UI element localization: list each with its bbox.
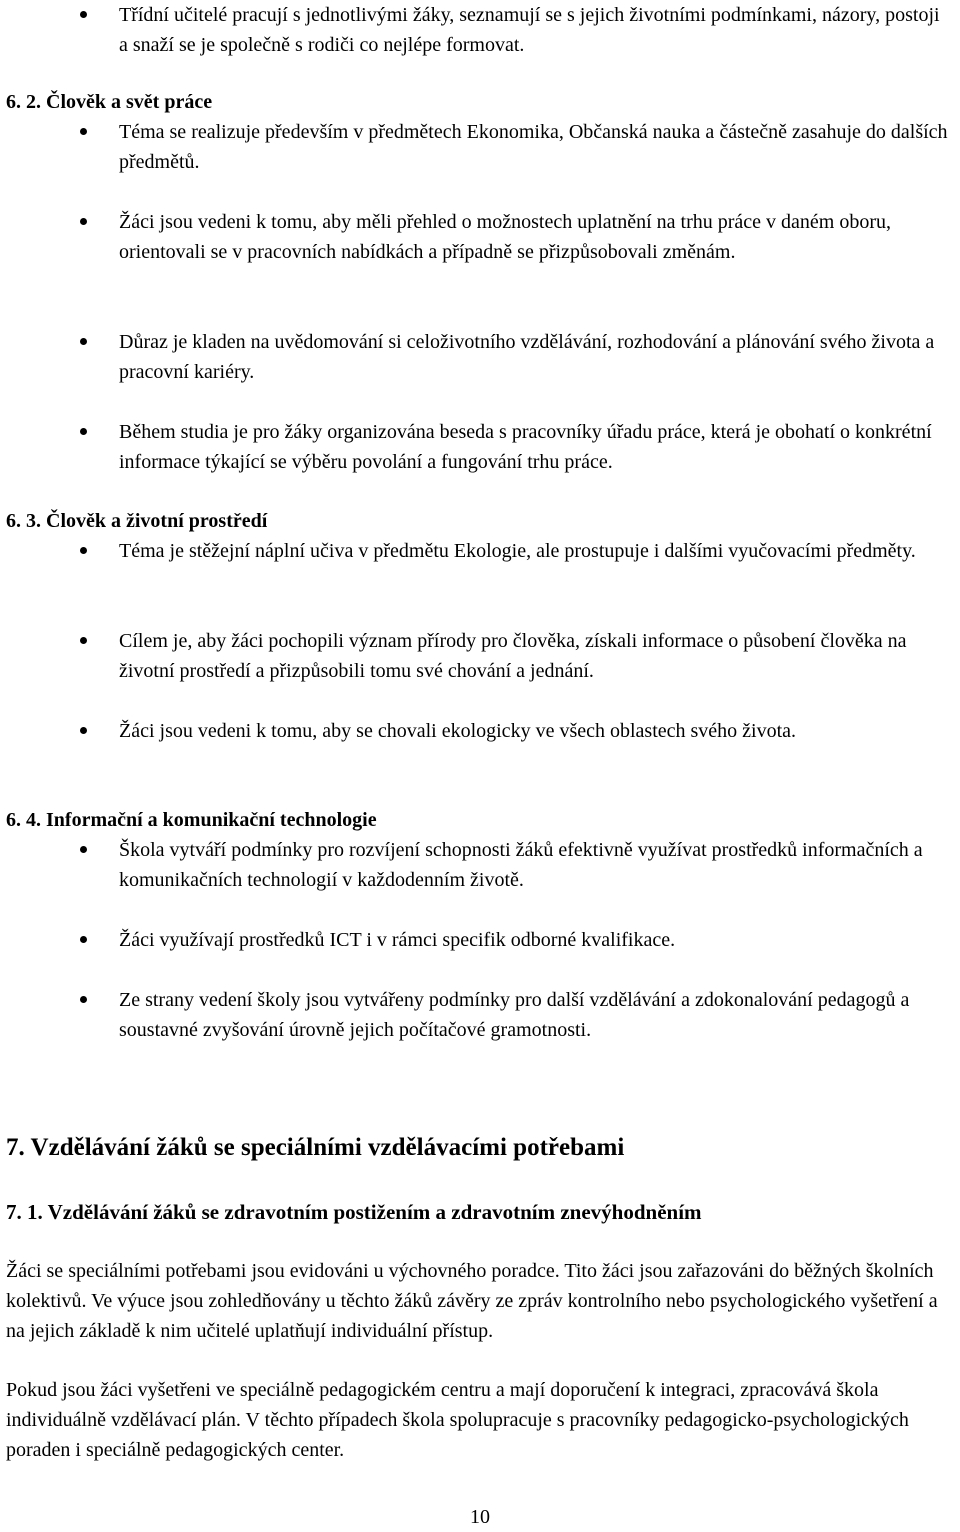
bullet-dot [80,338,87,345]
bullet-dot [80,936,87,943]
list-item: Žáci využívají prostředků ICT i v rámci specifik odborné kvalifikace. [119,929,676,951]
list-item: Cílem je, aby žáci pochopili význam přírody pro člověka, získali informace o působení člověka na životní prostředí a přizpůsobili tomu své chování a jednání. [119,630,907,682]
paragraph: Pokud jsou žáci vyšetřeni ve speciálně pedagogickém centru a mají doporučení k integraci, zpracovává škola individuálně vzdělávací plán. V těchto případech škola spolupracuje s pracovníky pedagogicko-psychologických poraden i speciálně pedagogických center. [6,1379,909,1461]
section-heading-6-3: 6. 3. Člověk a životní prostředí [6,510,268,532]
bullet-dot [80,11,87,18]
list-item: Důraz je kladen na uvědomování si celoživotního vzdělávání, rozhodování a plánování svého života a pracovní kariéry. [119,331,935,383]
chapter-title: 7. Vzdělávání žáků se speciálními vzdělávacími potřebami [6,1134,625,1161]
section-heading-6-4: 6. 4. Informační a komunikační technologie [6,809,377,831]
chapter-subtitle: 7. 1. Vzdělávání žáků se zdravotním postižením a zdravotním znevýhodněním [6,1200,702,1224]
bullet-dot [80,637,87,644]
paragraph: Žáci se speciálními potřebami jsou evidováni u výchovného poradce. Tito žáci jsou zařazováni do běžných školních kolektivů. Ve výuce jsou zohledňovány u těchto žáků závěry ze zpráv kontrolního nebo psychologického vyšetření a na jejich základě k nim učitelé uplatňují individuální přístup. [6,1260,938,1342]
list-item: Během studia je pro žáky organizována beseda s pracovníky úřadu práce, která je obohatí o konkrétní informace týkající se výběru povolání a fungování trhu práce. [119,421,932,473]
bullet-dot [80,218,87,225]
list-item: Téma se realizuje především v předmětech Ekonomika, Občanská nauka a částečně zasahuje do dalších předmětů. [119,121,948,173]
bullet-dot [80,846,87,853]
bullet-dot [80,428,87,435]
list-item: Ze strany vedení školy jsou vytvářeny podmínky pro další vzdělávání a zdokonalování pedagogů a soustavné zvyšování úrovně jejich počítačové gramotnosti. [119,989,910,1041]
intro-bullet: Třídní učitelé pracují s jednotlivými žáky, seznamují se s jejich životními podmínkami, názory, postoji a snaží se je společně s rodiči co nejlépe formovat. [119,4,940,56]
page-number: 10 [470,1506,490,1528]
bullet-dot [80,996,87,1003]
bullet-dot [80,547,87,554]
list-item: Žáci jsou vedeni k tomu, aby měli přehled o možnostech uplatnění na trhu práce v daném oboru, orientovali se v pracovních nabídkách a případně se přizpůsobovali změnám. [119,211,891,263]
list-item: Téma je stěžejní náplní učiva v předmětu Ekologie, ale prostupuje i dalšími vyučovacími předměty. [119,540,916,562]
bullet-dot [80,128,87,135]
list-item: Žáci jsou vedeni k tomu, aby se chovali ekologicky ve všech oblastech svého života. [119,720,797,742]
list-item: Škola vytváří podmínky pro rozvíjení schopnosti žáků efektivně využívat prostředků informačních a komunikačních technologií v každodenním životě. [119,839,923,891]
section-heading-6-2: 6. 2. Člověk a svět práce [6,91,213,113]
bullet-dot [80,727,87,734]
